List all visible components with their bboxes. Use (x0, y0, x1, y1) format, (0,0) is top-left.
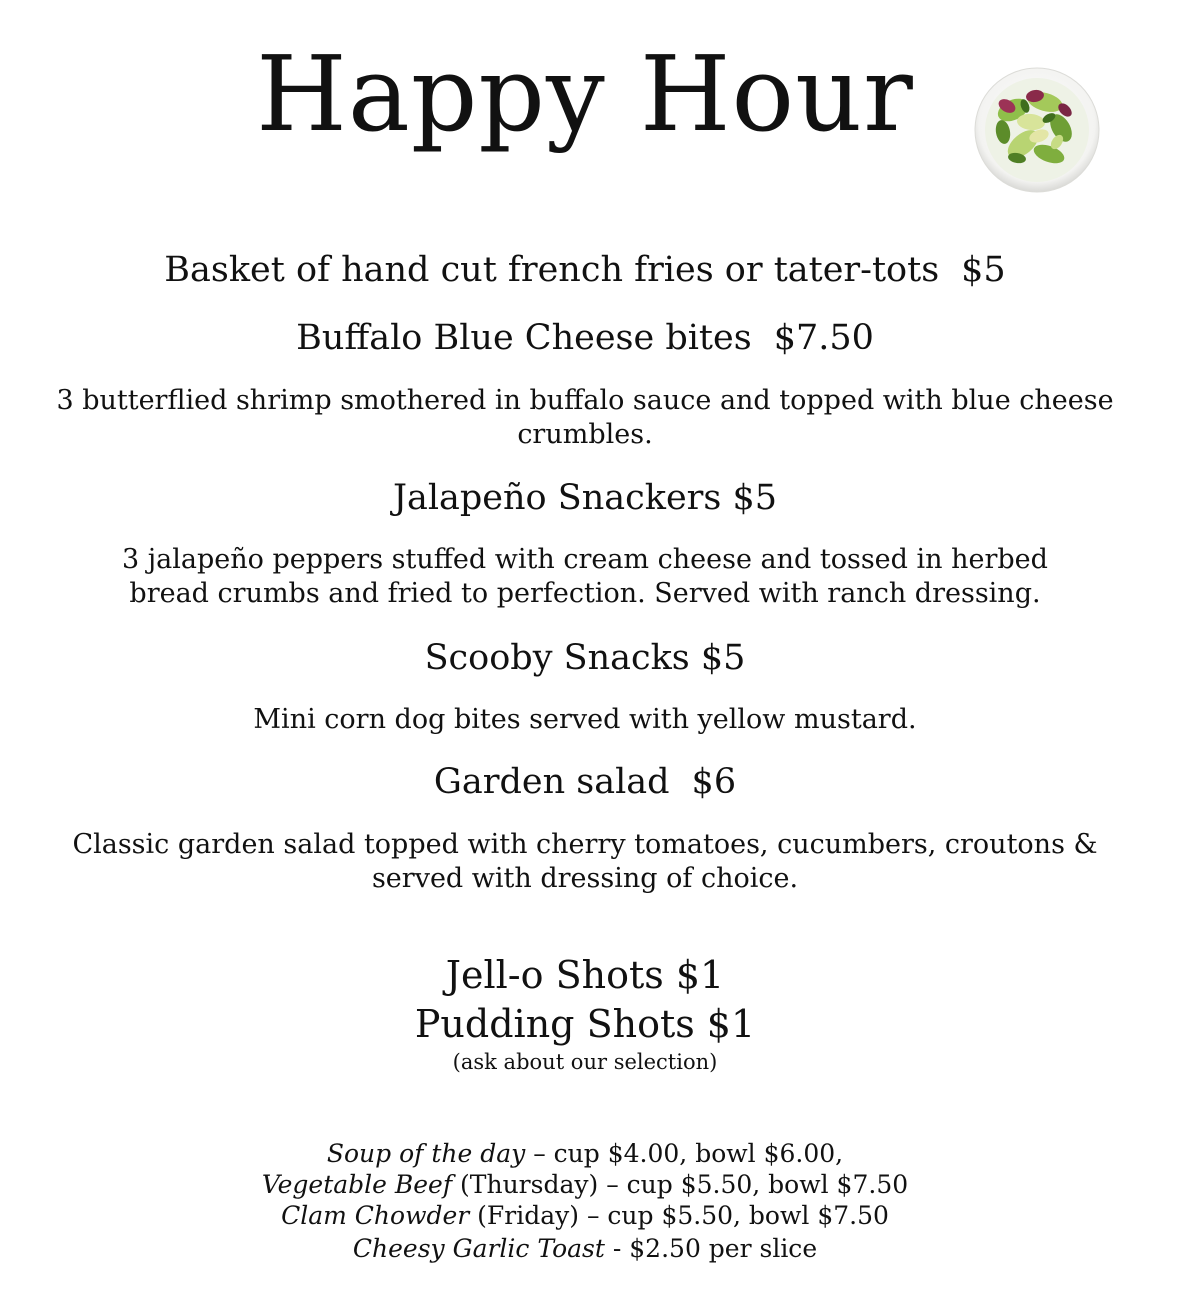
soup-line (0, 1170, 1170, 1200)
item-price: $5 (700, 638, 746, 678)
soup-name: Clam Chowder (281, 1201, 470, 1230)
item-name: Scooby Snacks (424, 638, 690, 678)
pudding-shots: Pudding Shots $1 (414, 1002, 756, 1046)
item-description: 3 jalapeño peppers stuffed with cream cheese and tossed in herbed bread crumbs and fried to perfection. Served with ranch dressing. (122, 544, 1048, 609)
jello-shots: Jell-o Shots $1 (445, 953, 725, 997)
item-price: $5 (732, 478, 778, 518)
item-price: $6 (691, 762, 737, 802)
item-name: Basket of hand cut french fries or tater-tots (164, 250, 940, 290)
soup-detail: (Friday) – cup $5.50, bowl $7.50 (469, 1201, 889, 1230)
soup-name: Vegetable Beef (261, 1170, 453, 1199)
page-title: Happy Hour (256, 33, 914, 155)
soup-name: Soup of the day (326, 1139, 526, 1168)
menu-item-buffalo-bites (0, 317, 1170, 359)
item-description: Mini corn dog bites served with yellow mustard. (253, 704, 917, 735)
soup-line (0, 1234, 1170, 1264)
soup-detail: – cup $4.00, bowl $6.00, (525, 1139, 844, 1168)
soup-name: Cheesy Garlic Toast (352, 1234, 605, 1263)
soup-line (0, 1201, 1170, 1231)
item-description: 3 butterflied shrimp smothered in buffalo sauce and topped with blue cheese crumbles. (56, 385, 1114, 450)
item-name: Garden salad (433, 762, 670, 802)
menu-item-garden-salad (0, 761, 1170, 803)
item-name: Jalapeño Snackers (392, 478, 722, 518)
item-price: $5 (961, 250, 1006, 290)
shots-note: (ask about our selection) (452, 1050, 718, 1074)
item-name: Buffalo Blue Cheese bites (296, 318, 752, 358)
soup-detail: (Thursday) – cup $5.50, bowl $7.50 (452, 1170, 909, 1199)
menu-item-scooby-snacks (0, 637, 1170, 679)
soup-detail: - $2.50 per slice (604, 1234, 818, 1263)
menu-item-jalapeno-snackers (0, 477, 1170, 519)
item-price: $7.50 (773, 318, 874, 358)
salad-bowl-image (973, 66, 1101, 194)
item-description: Classic garden salad topped with cherry tomatoes, cucumbers, croutons & served with dressing of choice. (72, 829, 1098, 894)
soup-line (0, 1139, 1170, 1169)
menu-item-fries (0, 249, 1170, 291)
